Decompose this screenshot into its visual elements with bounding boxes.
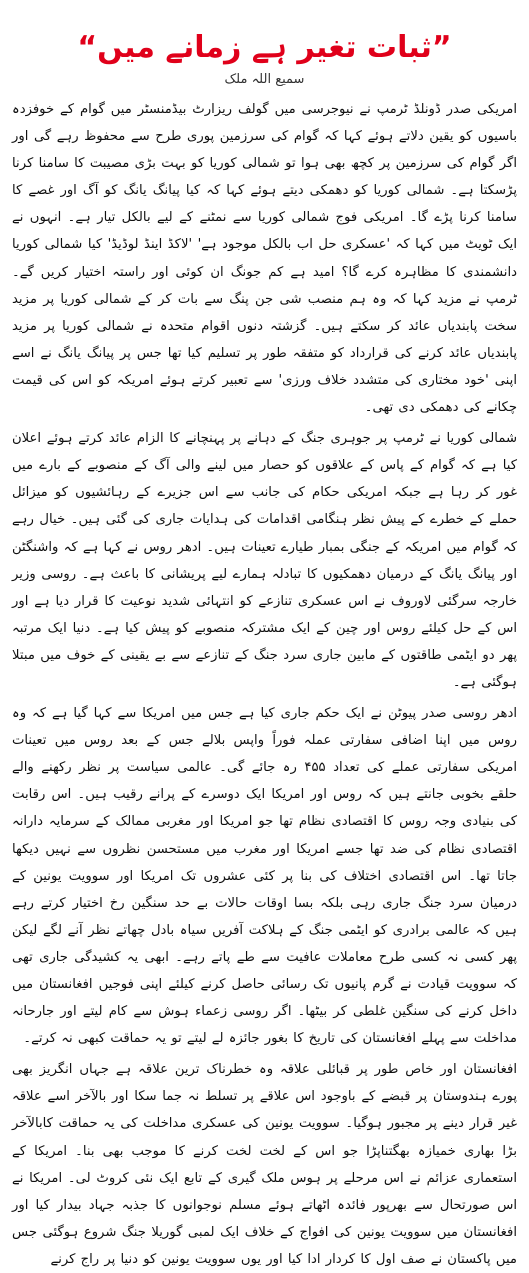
article-paragraph: شمالی کوریا نے ٹرمپ پر جوہری جنگ کے دہانے پر پہنچانے کا الزام عائد کرتے ہوئے اعلان کیا ہے کہ گوام کے پاس کے علاقوں کو حصار میں لینے والی آگ کے منصوبے کے بارے میں غور کر رہا ہے جبکہ امریکی حکام کی جانب سے اس جزیرے کے رہائشیوں کو میزائل حملے کے خطرے کے پیش نظر ہنگامی اقدامات کی ہدایات جاری کی گئی ہیں۔ خیال رہے کہ گوام میں امریکہ کے جنگی بمبار طیارے تعینات ہیں۔ ادھر روس نے کہا ہے کہ واشنگٹن اور پیانگ یانگ کے درمیان دھمکیوں کا تبادلہ ہمارے لیے پریشانی کا باعث ہے۔ روسی وزیر خارجہ سرگئی لاوروف نے اس عسکری تنازعے کو انتہائی شدید نوعیت کا قرار دیا ہے اور اس کے حل کیلئے روس اور چین کے ایک مشترکہ منصوبے کو پیش کیا ہے۔ دنیا ایک مرتبہ پھر دو ایٹمی طاقتوں کے مابین جاری سرد جنگ کے تنازعے سے بے یقینی کے خوف میں مبتلا ہوگئی ہے۔ xyxy=(12,431,517,690)
article-paragraph: امریکی صدر ڈونلڈ ٹرمپ نے نیوجرسی میں گولف ریزارٹ بیڈمنسٹر میں گوام کے خوفزدہ باسیوں کو یقین دلاتے ہوئے کہا کہ گوام کی سرزمین پوری طرح سے محفوظ رہے گی اور اگر گوام کی سرزمین پر کچھ بھی ہوا تو شمالی کوریا کو بہت بڑی مصیبت کا سامنا کرنا پڑسکتا ہے۔ شمالی کوریا کو دھمکی دیتے ہوئے کہا کہ کیا پیانگ یانگ کو آگ اور غصے کا سامنا کرنا پڑے گا۔ امریکی فوج شمالی کوریا سے نمٹنے کے لیے بالکل تیار ہے۔ انہوں نے ایک ٹویٹ میں کہا کہ 'عسکری حل اب بالکل موجود ہے' 'لاکڈ اینڈ لوڈیڈ' کیا شمالی کوریا دانشمندی کا مظاہرہ کرے گا؟ امید ہے کم جونگ ان کوئی اور راستہ اختیار کریں گے۔ ٹرمپ نے مزید کہا کہ وہ ہم منصب شی جن پنگ سے بات کر کے شمالی کوریا پر مزید سخت پابندیاں عائد کر سکتے ہیں۔ گزشتہ دنوں اقوام متحدہ نے شمالی کوریا پر مزید پابندیاں عائد کرنے کی قرارداد کو متفقہ طور پر تسلیم کیا تھا جس پر پیانگ یانگ نے اسے اپنی 'خود مختاری کی متشدد خلاف ورزی' سے تعبیر کرتے ہوئے امریکہ کو اس کی قیمت چکانے کی دھمکی دی تھی۔ xyxy=(12,102,517,416)
article-paragraph: افغانستان اور خاص طور پر قبائلی علاقہ وہ خطرناک ترین علاقہ ہے جہاں انگریز بھی پورے ہندوستان پر قبضے کے باوجود اس علاقے پر تسلط نہ جما سکا اور بالآخر اسے علاقہ غیر قرار دینے پر مجبور ہوگیا۔ سوویت یونین کی عسکری مداخلت کی یہ حماقت کابالآخر بڑا بھاری خمیازہ بھگتناپڑا جو اس کے لخت لخت کرنے کا موجب بھی بنا۔ امریکا کے استعماری عزائم نے اس مرحلے پر ہوس ملک گیری کے تابع ایک نئی کروٹ لی۔ امریکا نے اس صورتحال سے بھرپور فائدہ اٹھاتے ہوئے مسلم نوجوانوں کا جذبہ جہاد بیدار کیا اور افغانستان میں سوویت یونین کی افواج کے خلاف ایک لمبی گوریلا جنگ شروع ہوگئی جس میں پاکستان نے صف اول کا کردار ادا کیا اور یوں سوویت یونین کو دنیا پر راج کرنے xyxy=(12,1062,517,1267)
article-title: ”ثبات تغیر ہے زمانے میں“ xyxy=(77,30,452,65)
article-body xyxy=(12,96,517,1273)
author-byline: سمیع اللہ ملک xyxy=(224,72,305,87)
article-paragraph: ادھر روسی صدر پیوٹن نے ایک حکم جاری کیا ہے جس میں امریکا سے کہا گیا ہے کہ وہ روس میں اپنا اضافی سفارتی عملہ فوراً واپس بلالے جس کے بعد روس میں تعینات امریکی سفارتی عملے کی تعداد ۴۵۵ رہ جائے گی۔ عالمی سیاست پر نظر رکھنے والے حلقے بخوبی جانتے ہیں کہ روس اور امریکا ایک دوسرے کے پرانے رقیب ہیں۔ اس رقابت کی بنیادی وجہ روس کا اقتصادی نظام تھا جو امریکا اور مغربی ممالک کے سرمایہ دارانہ اقتصادی نظام کی ضد تھا جسے امریکا اور مغرب میں مستحسن نظروں سے نہیں دیکھا جاتا تھا۔ اس اقتصادی اختلاف کی بنا پر کئی عشروں تک امریکا اور سوویت یونین کے درمیان سرد جنگ جاری رہی بلکہ بسا اوقات حالات بے حد سنگین رخ اختیار کرتے رہے ہیں کہ عالمی برادری کو ایٹمی جنگ کے ہلاکت آفریں سیاہ بادل چھاتے نظر آنے لگے لیکن پھر کسی نہ کسی طرح معاملات عافیت سے طے پاتے رہے۔ ابھی یہ کشیدگی جاری تھی کہ سوویت قیادت نے گرم پانیوں تک رسائی حاصل کرنے کیلئے اپنی فوجیں افغانستان میں داخل کرنے کی سنگین غلطی کر بیٹھا۔ اگر روسی زعماء ہوش سے کام لیتے اور جارحانہ مداخلت سے پہلے افغانستان کی تاریخ کا بغور جائزہ لے لیتے تو یہ حماقت کبھی نہ کرتے۔ xyxy=(12,706,518,1047)
